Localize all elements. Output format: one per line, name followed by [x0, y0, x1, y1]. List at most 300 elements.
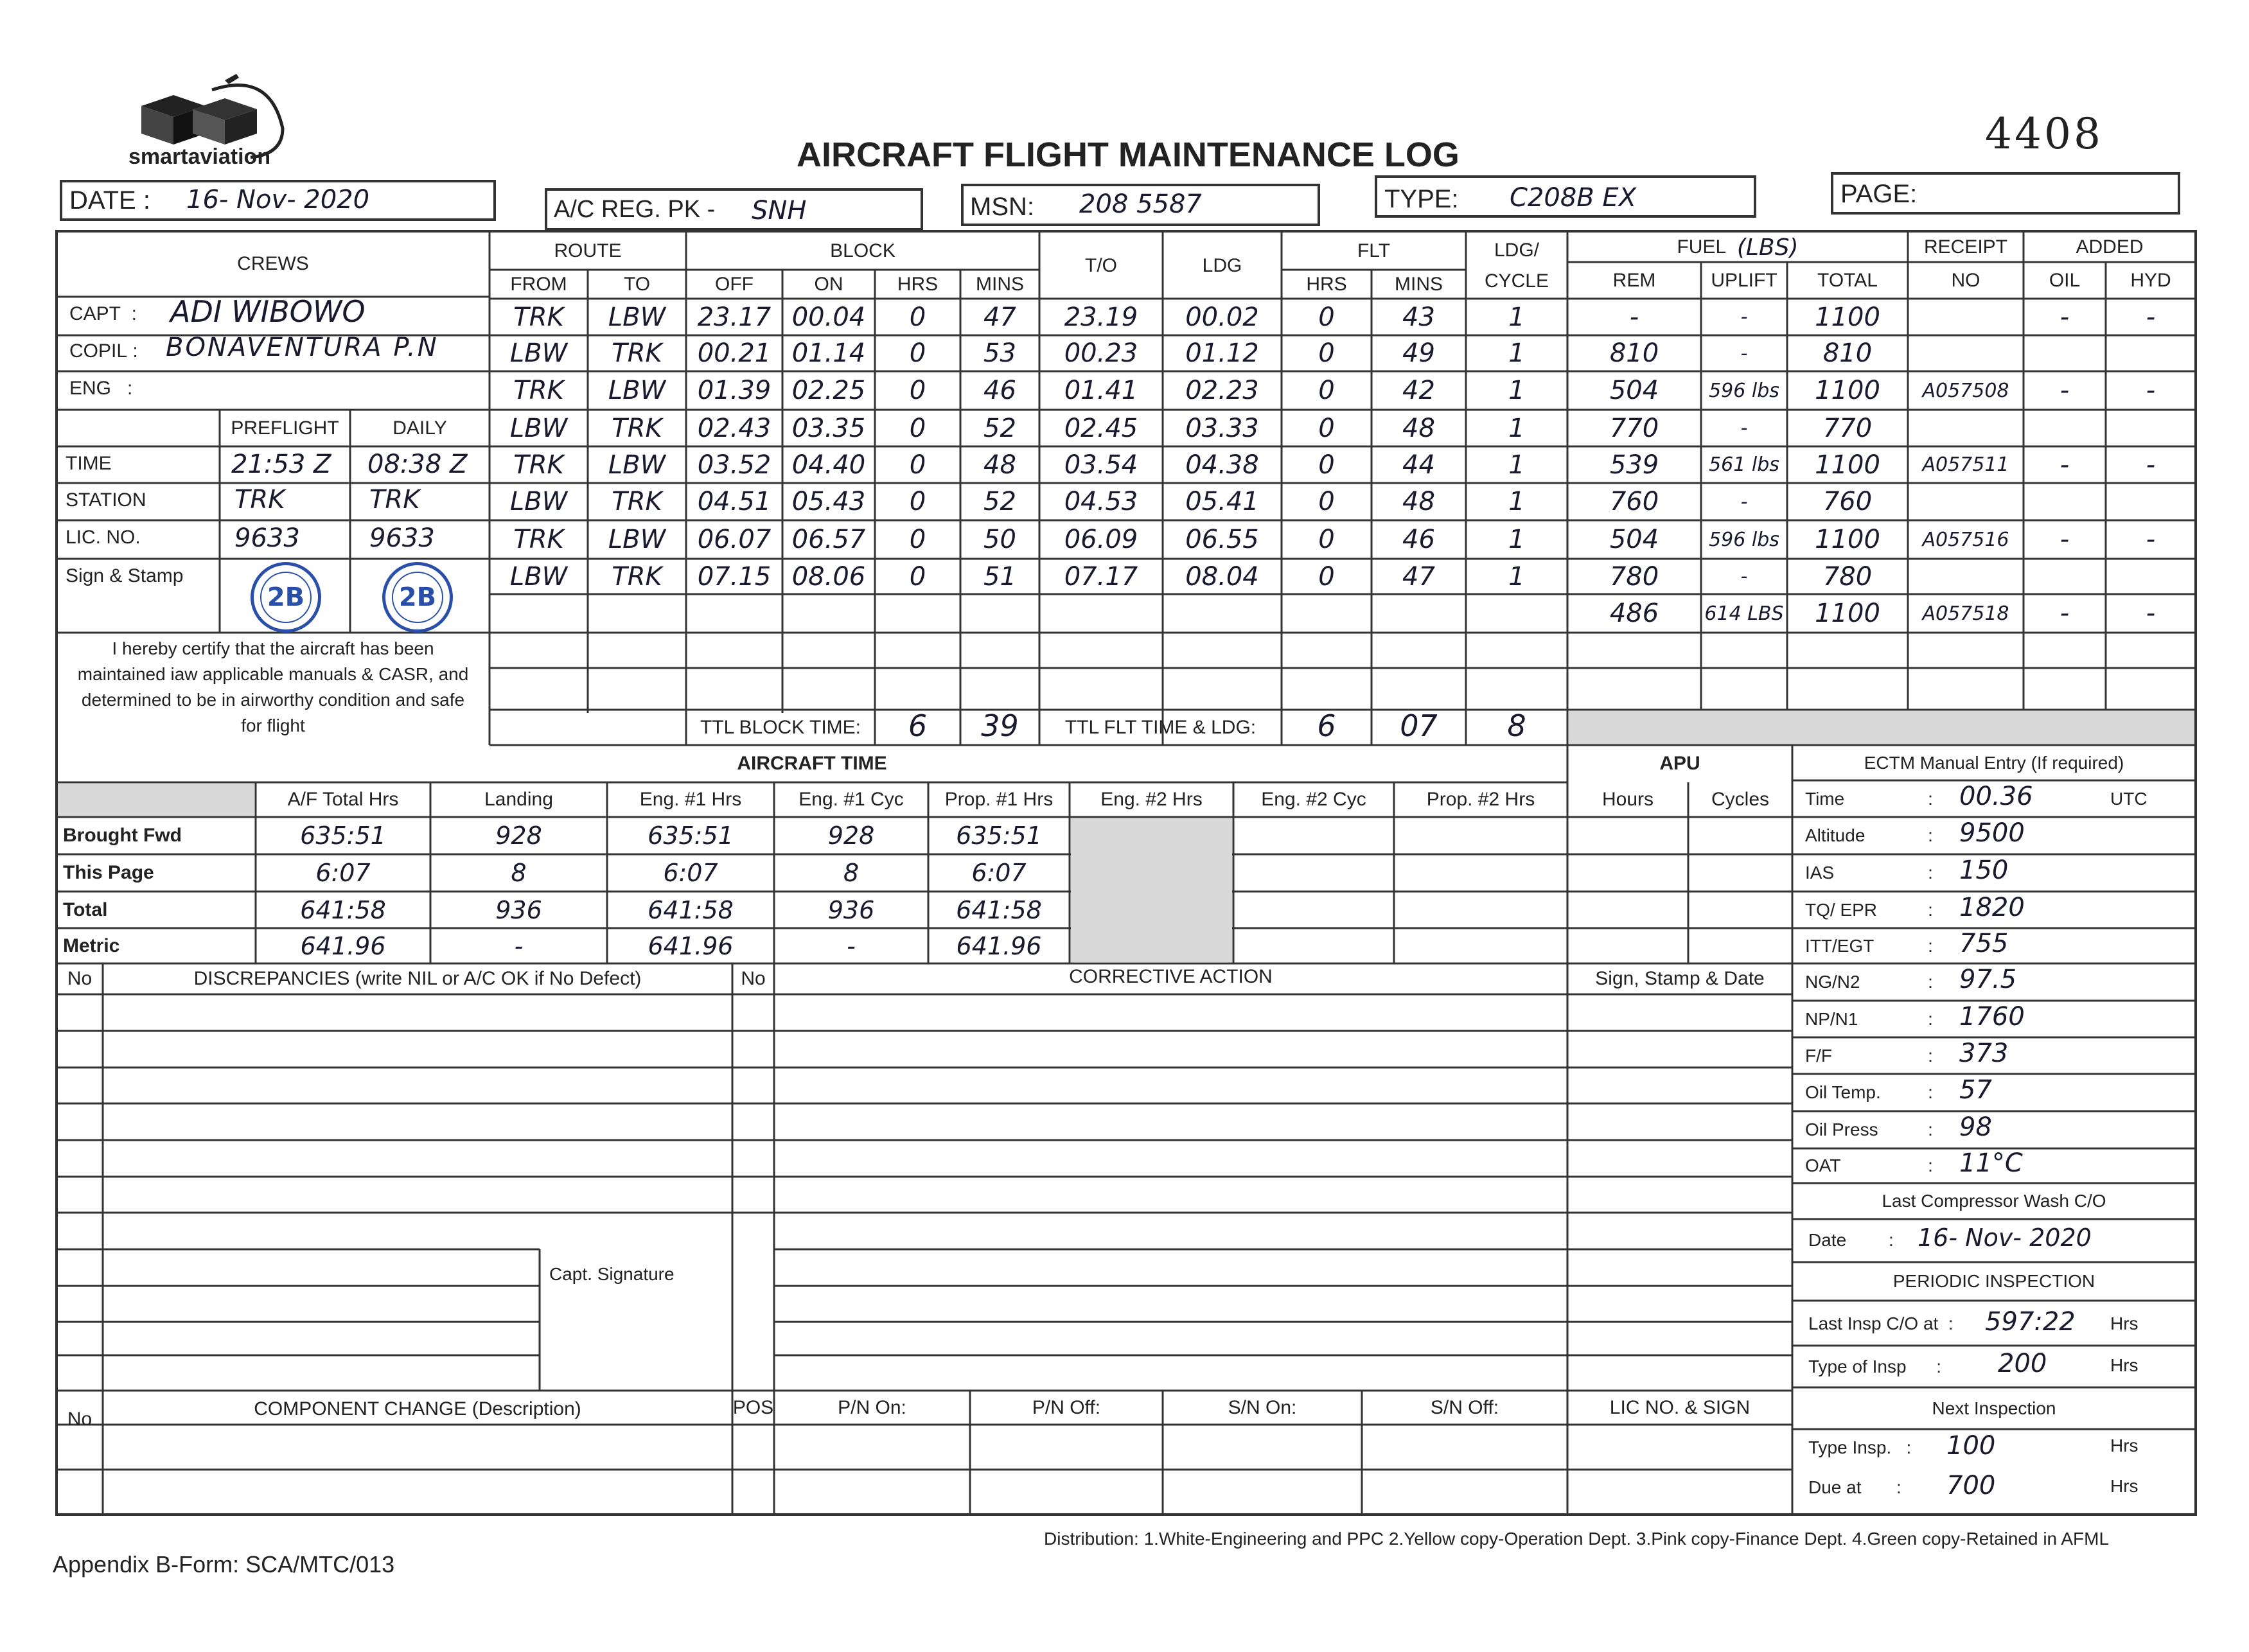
ttl-flt-label: TTL FLT TIME & LDG: — [1064, 716, 1257, 738]
flight-cell-mins: 53 — [983, 338, 1016, 368]
fuel-cell-total: 1100 — [1815, 450, 1880, 480]
type-insp-label: Type of Insp : — [1808, 1357, 1942, 1376]
flight-cell-from: LBW — [509, 338, 568, 368]
fuel-cell-receipt: A057516 — [1922, 528, 2009, 551]
fuel-cell-hyd: - — [2146, 376, 2156, 405]
flight-cell-flt-mins: 48 — [1402, 487, 1435, 516]
flight-cell-mins: 50 — [983, 525, 1016, 554]
sn-off-heading: S/N Off: — [1430, 1396, 1499, 1418]
flight-cell-ldg: 00.02 — [1185, 302, 1259, 332]
flight-cell-off: 00.21 — [697, 338, 772, 368]
flight-cell-off: 07.15 — [697, 561, 772, 592]
flight-cell-cycle: 1 — [1508, 487, 1525, 516]
fuel-cell-total: 760 — [1822, 487, 1873, 516]
flight-cell-to: LBW — [608, 302, 666, 332]
next-type-value: 100 — [1946, 1431, 1996, 1461]
flight-cell-mins: 46 — [983, 376, 1016, 405]
aircraft-time-value: 641.96 — [648, 931, 734, 960]
acreg-value: SNH — [752, 196, 807, 225]
fuel-cell-rem: 760 — [1609, 487, 1659, 516]
aircraft-time-value: 928 — [827, 822, 875, 850]
ttl-block-label: TTL BLOCK TIME: — [700, 716, 861, 738]
flight-cell-to: LBW — [608, 450, 666, 480]
flight-cell-mins: 52 — [983, 413, 1016, 443]
daily-station: TRK — [369, 485, 420, 514]
fuel-cell-hyd: - — [2146, 599, 2156, 628]
flight-cell-off: 02.43 — [697, 413, 772, 443]
ectm-colon: : — [1928, 825, 1933, 845]
flight-cell-on: 00.04 — [791, 302, 866, 332]
flight-cell-flt-hrs: 0 — [1318, 413, 1335, 443]
flight-cell-hrs: 0 — [909, 561, 926, 592]
fuel-cell-total: 1100 — [1815, 376, 1880, 405]
aircraft-time-row-label: This Page — [63, 862, 154, 883]
fuel-cell-oil — [2024, 410, 2106, 446]
flight-cell-flt-mins: 47 — [1402, 561, 1435, 592]
lic-label: LIC. NO. — [66, 527, 141, 548]
discrepancies-heading: DISCREPANCIES (write NIL or A/C OK if No Defect) — [193, 968, 642, 989]
flt-mins-heading: MINS — [1395, 273, 1443, 295]
ectm-value: 755 — [1959, 928, 2009, 958]
flight-cell-hrs: 0 — [909, 376, 926, 405]
acreg-label: A/C REG. PK - — [554, 196, 716, 223]
fuel-cell-oil: - — [2059, 525, 2070, 554]
ectm-unit: UTC — [2110, 788, 2148, 809]
aircraft-time-value: 641.96 — [300, 931, 386, 960]
aircraft-time-col-heading: Prop. #2 Hrs — [1426, 789, 1535, 810]
flight-cell-on: 01.14 — [791, 338, 866, 368]
mins-heading: MINS — [976, 273, 1024, 295]
flight-cell-ldg: 04.38 — [1185, 450, 1259, 480]
ectm-colon: : — [1928, 1156, 1933, 1175]
added-heading: ADDED — [2076, 236, 2144, 258]
ectm-value: 150 — [1959, 856, 2009, 885]
flight-cell-from: LBW — [509, 413, 568, 443]
aircraft-time-col-heading: Eng. #1 Hrs — [639, 789, 742, 810]
on-heading: ON — [814, 273, 843, 295]
flight-cell-ldg: 02.23 — [1185, 376, 1259, 405]
fuel-cell-rem: 486 — [1609, 599, 1659, 628]
aircraft-time-heading: AIRCRAFT TIME — [737, 753, 887, 774]
total-heading: TOTAL — [1817, 269, 1878, 291]
flight-cell-flt-hrs: 0 — [1318, 302, 1335, 332]
ectm-colon: : — [1928, 1008, 1933, 1029]
fuel-cell-oil: - — [2059, 450, 2070, 480]
preflight-heading: PREFLIGHT — [231, 417, 339, 439]
next-type-unit: Hrs — [2110, 1436, 2139, 1455]
station-label: STATION — [66, 489, 146, 511]
flt-hrs-heading: HRS — [1306, 273, 1347, 295]
aircraft-time-value: 936 — [495, 895, 542, 924]
fuel-cell-oil — [2024, 335, 2106, 371]
fuel-cell-receipt: A057518 — [1922, 602, 2009, 625]
compressor-date: 16- Nov- 2020 — [1918, 1224, 2092, 1252]
ectm-colon: : — [1928, 935, 1933, 956]
flight-cell-cycle: 1 — [1508, 302, 1525, 332]
off-heading: OFF — [715, 273, 754, 295]
preflight-stamp: 2B — [251, 562, 321, 633]
fuel-cell-uplift: - — [1740, 342, 1748, 365]
flight-cell-from: TRK — [513, 302, 564, 332]
due-at-value: 700 — [1946, 1471, 1996, 1500]
aircraft-time-value: 936 — [827, 895, 875, 924]
aircraft-time-value: 6:07 — [315, 859, 371, 887]
fuel-cell-oil: - — [2059, 376, 2070, 405]
from-heading: FROM — [510, 273, 567, 295]
pos-heading: POS — [732, 1396, 774, 1418]
aircraft-time-row-label: Brought Fwd — [63, 825, 182, 846]
capt-label: CAPT : — [69, 303, 137, 324]
flight-cell-from: TRK — [513, 450, 564, 480]
fuel-cell-receipt — [1908, 559, 2024, 594]
fuel-cell-rem: 780 — [1609, 561, 1659, 592]
flight-cell-flt-hrs: 0 — [1318, 487, 1335, 516]
ectm-label: NG/N2 — [1805, 972, 1860, 992]
flight-cell-to: TRK — [612, 338, 662, 368]
flight-cell-hrs: 0 — [909, 338, 926, 368]
last-insp-label: Last Insp C/O at : — [1808, 1314, 1954, 1333]
flight-cell-from: LBW — [509, 561, 568, 592]
ectm-label: ITT/EGT — [1805, 935, 1874, 956]
appendix-label: Appendix B-Form: SCA/MTC/013 — [53, 1551, 395, 1577]
flight-cell-ldg: 01.12 — [1185, 338, 1259, 368]
fuel-cell-rem: 810 — [1609, 338, 1659, 368]
fuel-cell-receipt — [1908, 483, 2024, 520]
next-insp-heading: Next Inspection — [1932, 1398, 2056, 1418]
flight-cell-flt-mins: 43 — [1402, 302, 1435, 332]
ectm-label: Oil Press — [1805, 1120, 1878, 1139]
ectm-colon: : — [1928, 1082, 1933, 1102]
flight-cell-cycle: 1 — [1508, 338, 1525, 368]
flight-cell-to: TRK — [612, 487, 662, 516]
flight-cell-to-time: 23.19 — [1064, 302, 1138, 332]
fuel-cell-receipt: A057508 — [1922, 379, 2009, 402]
aircraft-time-value: 928 — [495, 822, 542, 850]
comp-no-heading: No — [67, 1409, 93, 1430]
flight-cell-on: 03.35 — [791, 413, 866, 443]
flight-cell-off: 06.07 — [697, 525, 772, 554]
aircraft-time-value: 8 — [843, 859, 860, 887]
daily-heading: DAILY — [392, 417, 447, 439]
ectm-colon: : — [1928, 972, 1933, 992]
flight-cell-flt-mins: 48 — [1402, 413, 1435, 443]
ldg-time-heading: LDG — [1202, 254, 1242, 276]
flight-cell-to-time: 02.45 — [1064, 413, 1138, 443]
aircraft-time-value: 641:58 — [300, 895, 386, 924]
ectm-value: 1820 — [1959, 892, 2025, 922]
flight-cell-to-time: 03.54 — [1064, 450, 1138, 480]
flight-cell-cycle: 1 — [1508, 376, 1525, 405]
capt-signature-label: Capt. Signature — [549, 1264, 675, 1284]
msn-value: 208 5587 — [1079, 189, 1202, 219]
fuel-cell-total: 770 — [1822, 413, 1873, 443]
fuel-cell-receipt — [1908, 335, 2024, 371]
aircraft-time-col-heading: Eng. #2 Cyc — [1261, 789, 1366, 810]
corrective-action-heading: CORRECTIVE ACTION — [1069, 966, 1273, 987]
periodic-heading: PERIODIC INSPECTION — [1892, 1271, 2095, 1291]
flight-cell-flt-mins: 49 — [1402, 338, 1435, 368]
aircraft-time-row-label: Total — [63, 899, 108, 920]
ttl-flt-mins: 07 — [1400, 708, 1438, 743]
ectm-value: 1760 — [1959, 1001, 2025, 1032]
flight-cell-from: TRK — [513, 376, 564, 405]
flight-cell-cycle: 1 — [1508, 561, 1525, 592]
daily-time: 08:38 Z — [367, 450, 468, 479]
flight-cell-to: TRK — [612, 561, 662, 592]
fuel-cell-rem: 539 — [1609, 450, 1659, 480]
flt-heading: FLT — [1357, 240, 1391, 261]
flight-cell-flt-hrs: 0 — [1318, 561, 1335, 592]
flight-cell-hrs: 0 — [909, 413, 926, 443]
aircraft-time-value: 635:51 — [956, 822, 1042, 850]
flight-cell-ldg: 06.55 — [1185, 525, 1259, 554]
uplift-heading: UPLIFT — [1711, 269, 1777, 291]
crews-heading: CREWS — [237, 253, 309, 274]
compressor-date-label: Date — [1808, 1230, 1847, 1250]
fuel-cell-hyd — [2106, 559, 2196, 594]
aircraft-time-value: - — [514, 931, 524, 960]
sign-stamp-label: Sign & Stamp — [66, 565, 184, 586]
flight-cell-flt-hrs: 0 — [1318, 525, 1335, 554]
type-value: C208B EX — [1510, 183, 1637, 213]
ectm-colon: : — [1928, 788, 1933, 809]
date-value: 16- Nov- 2020 — [186, 185, 370, 215]
ectm-label: NP/N1 — [1805, 1008, 1858, 1029]
ectm-value: 9500 — [1959, 818, 2025, 848]
ttl-flt-hrs: 6 — [1317, 708, 1336, 743]
flight-cell-to-time: 07.17 — [1064, 561, 1138, 592]
aircraft-time-value: 635:51 — [300, 822, 386, 850]
component-change-heading: COMPONENT CHANGE (Description) — [254, 1398, 581, 1419]
flight-cell-ldg: 05.41 — [1185, 487, 1259, 516]
page-label: PAGE: — [1840, 180, 1918, 208]
fuel-cell-uplift: - — [1740, 490, 1748, 513]
type-insp-value: 200 — [1998, 1349, 2047, 1378]
fuel-cell-uplift: 596 lbs — [1709, 379, 1779, 402]
flight-cell-flt-mins: 44 — [1402, 450, 1435, 480]
fuel-cell-uplift: 561 lbs — [1709, 453, 1779, 476]
ectm-heading: ECTM Manual Entry (If required) — [1864, 752, 2124, 773]
flight-cell-off: 04.51 — [697, 487, 772, 516]
flight-cell-hrs: 0 — [909, 302, 926, 332]
ectm-label: Altitude — [1805, 825, 1865, 845]
aircraft-time-col-heading: A/F Total Hrs — [287, 789, 399, 810]
preflight-station: TRK — [234, 485, 285, 514]
aircraft-time-col-heading: Landing — [484, 789, 553, 810]
fuel-cell-receipt — [1908, 410, 2024, 446]
ectm-label: OAT — [1805, 1156, 1841, 1175]
apu-hours-heading: Hours — [1601, 789, 1654, 810]
brand-name: smartaviation — [128, 145, 271, 169]
disc-no-heading: No — [67, 968, 93, 989]
time-label: TIME — [66, 453, 112, 474]
aircraft-time-col-heading: Prop. #1 Hrs — [944, 789, 1054, 810]
fuel-cell-hyd: - — [2146, 525, 2156, 554]
preflight-lic: 9633 — [234, 523, 300, 553]
ectm-colon: : — [1928, 863, 1933, 883]
flight-cell-hrs: 0 — [909, 450, 926, 480]
hrs-heading: HRS — [897, 273, 939, 295]
ttl-block-mins: 39 — [981, 708, 1019, 743]
aircraft-time-col-heading: Eng. #1 Cyc — [798, 789, 904, 810]
aircraft-time-value: 6:07 — [663, 859, 718, 887]
flight-cell-off: 23.17 — [697, 302, 772, 332]
fuel-cell-receipt — [1908, 299, 2024, 335]
block-heading: BLOCK — [830, 240, 895, 261]
flight-cell-cycle: 1 — [1508, 525, 1525, 554]
fuel-cell-hyd: - — [2146, 302, 2156, 332]
flight-cell-cycle: 1 — [1508, 413, 1525, 443]
date-label: DATE : — [69, 186, 150, 215]
ectm-label: Time — [1805, 788, 1845, 809]
fuel-cell-rem: - — [1629, 302, 1639, 332]
flight-cell-to-time: 00.23 — [1064, 338, 1138, 368]
apu-heading: APU — [1659, 753, 1700, 774]
ectm-label: Oil Temp. — [1805, 1082, 1881, 1102]
fuel-cell-hyd — [2106, 335, 2196, 371]
flight-cell-to-time: 04.53 — [1064, 487, 1138, 516]
flight-cell-hrs: 0 — [909, 487, 926, 516]
flight-cell-flt-hrs: 0 — [1318, 338, 1335, 368]
msn-label: MSN: — [970, 193, 1034, 221]
fuel-cell-uplift: - — [1740, 565, 1748, 588]
receipt-heading: RECEIPT — [1923, 236, 2008, 258]
hyd-heading: HYD — [2130, 269, 2171, 291]
compressor-heading: Last Compressor Wash C/O — [1882, 1191, 2106, 1211]
fuel-cell-total: 1100 — [1815, 302, 1880, 332]
flight-cell-mins: 52 — [983, 487, 1016, 516]
ectm-label: IAS — [1805, 863, 1835, 883]
fuel-cell-total: 1100 — [1815, 599, 1880, 628]
ttl-block-hrs: 6 — [908, 708, 928, 743]
receipt-no-heading: NO — [1951, 269, 1980, 291]
aircraft-time-value: 641:58 — [956, 895, 1042, 924]
certify-statement: I hereby certify that the aircraft has been maintained iaw applicable manuals & CASR, and determined to be in airworthy condition and safe for flight — [77, 638, 469, 735]
last-insp-unit: Hrs — [2110, 1314, 2139, 1333]
pn-off-heading: P/N Off: — [1032, 1396, 1101, 1418]
ectm-label: F/F — [1805, 1045, 1832, 1066]
daily-stamp: 2B — [382, 562, 453, 633]
copil-label: COPIL : — [69, 340, 138, 362]
ectm-value: 57 — [1959, 1075, 1992, 1105]
ectm-colon: : — [1928, 1045, 1933, 1066]
fuel-cell-hyd — [2106, 483, 2196, 520]
compressor-date-colon: : — [1889, 1230, 1894, 1250]
sign-stamp-date-heading: Sign, Stamp & Date — [1595, 968, 1765, 989]
flight-cell-off: 03.52 — [697, 450, 772, 480]
aircraft-time-col-heading: Eng. #2 Hrs — [1100, 789, 1203, 810]
flight-cell-hrs: 0 — [909, 525, 926, 554]
fuel-cell-receipt: A057511 — [1922, 453, 2009, 476]
ldg-cycle-heading: LDG/ CYCLE — [1484, 239, 1549, 292]
aircraft-time-value: 8 — [511, 859, 527, 887]
flight-cell-to: LBW — [608, 525, 666, 554]
ectm-colon: : — [1928, 899, 1933, 920]
fuel-cell-oil: - — [2059, 302, 2070, 332]
fuel-cell-total: 1100 — [1815, 525, 1880, 554]
next-type-label: Type Insp. : — [1808, 1437, 1912, 1457]
pn-on-heading: P/N On: — [838, 1396, 906, 1418]
flight-cell-mins: 51 — [983, 561, 1016, 592]
flight-cell-off: 01.39 — [697, 376, 772, 405]
due-at-label: Due at : — [1808, 1477, 1901, 1497]
aircraft-time-value: 635:51 — [648, 822, 734, 850]
ectm-value: 373 — [1959, 1038, 2009, 1068]
flight-cell-flt-mins: 42 — [1402, 376, 1435, 405]
flight-cell-to: LBW — [608, 376, 666, 405]
fuel-cell-hyd — [2106, 410, 2196, 446]
fuel-cell-total: 810 — [1822, 338, 1873, 368]
aircraft-time-value: - — [847, 931, 856, 960]
fuel-cell-total: 780 — [1822, 561, 1873, 592]
fuel-cell-oil: - — [2059, 599, 2070, 628]
ectm-label: TQ/ EPR — [1805, 899, 1878, 920]
last-insp-value: 597:22 — [1985, 1307, 2076, 1337]
sn-on-heading: S/N On: — [1228, 1396, 1297, 1418]
fuel-heading: FUEL (LBS) — [1677, 234, 1799, 261]
ca-no-heading: No — [741, 968, 766, 989]
flight-cell-mins: 48 — [983, 450, 1016, 480]
flight-cell-to-time: 06.09 — [1064, 525, 1138, 554]
flight-cell-cycle: 1 — [1508, 450, 1525, 480]
aircraft-time-value: 641:58 — [648, 895, 734, 924]
route-heading: ROUTE — [554, 240, 622, 261]
type-insp-unit: Hrs — [2110, 1355, 2139, 1375]
flight-cell-on: 05.43 — [791, 487, 866, 516]
flight-cell-flt-mins: 46 — [1402, 525, 1435, 554]
apu-cycles-heading: Cycles — [1711, 789, 1769, 810]
copil-name: BONAVENTURA P.N — [166, 333, 439, 362]
form-number: 4408 — [1985, 109, 2103, 159]
lic-sign-heading: LIC NO. & SIGN — [1609, 1396, 1751, 1418]
ectm-value: 98 — [1959, 1112, 1992, 1142]
eng-label: ENG : — [69, 378, 133, 399]
flight-cell-on: 08.06 — [791, 561, 866, 592]
type-label: TYPE: — [1384, 185, 1459, 213]
fuel-cell-oil — [2024, 483, 2106, 520]
flight-cell-on: 02.25 — [791, 376, 866, 405]
ectm-value: 97.5 — [1959, 965, 2017, 994]
aircraft-time-row-label: Metric — [63, 935, 120, 956]
flight-cell-flt-hrs: 0 — [1318, 376, 1335, 405]
fuel-cell-uplift: 614 LBS — [1704, 602, 1784, 625]
preflight-time: 21:53 Z — [231, 450, 331, 479]
flight-cell-to: TRK — [612, 413, 662, 443]
to-heading: TO — [623, 273, 651, 295]
fuel-cell-hyd: - — [2146, 450, 2156, 480]
flight-cell-from: LBW — [509, 487, 568, 516]
flight-cell-from: TRK — [513, 525, 564, 554]
distribution-note: Distribution: 1.White-Engineering and PPC 2.Yellow copy-Operation Dept. 3.Pink copy-Finance Dept. 4.Green copy-Retained in AFML — [1044, 1529, 2110, 1549]
to-time-heading: T/O — [1085, 254, 1117, 276]
fuel-cell-uplift: - — [1740, 306, 1748, 328]
flight-cell-on: 04.40 — [791, 450, 866, 480]
rem-heading: REM — [1612, 269, 1656, 291]
ttl-ldg: 8 — [1507, 708, 1526, 743]
fuel-cell-oil — [2024, 559, 2106, 594]
fuel-cell-uplift: 596 lbs — [1709, 528, 1779, 551]
fuel-cell-rem: 504 — [1609, 525, 1659, 554]
oil-heading: OIL — [2049, 269, 2081, 291]
daily-lic: 9633 — [369, 523, 435, 553]
flight-cell-ldg: 08.04 — [1185, 561, 1259, 592]
ectm-colon: : — [1928, 1120, 1933, 1139]
page-title: AIRCRAFT FLIGHT MAINTENANCE LOG — [797, 136, 1460, 174]
ectm-value: 11°C — [1959, 1148, 2023, 1178]
fuel-cell-rem: 770 — [1609, 413, 1659, 443]
flight-cell-on: 06.57 — [791, 525, 866, 554]
flight-cell-flt-hrs: 0 — [1318, 450, 1335, 480]
